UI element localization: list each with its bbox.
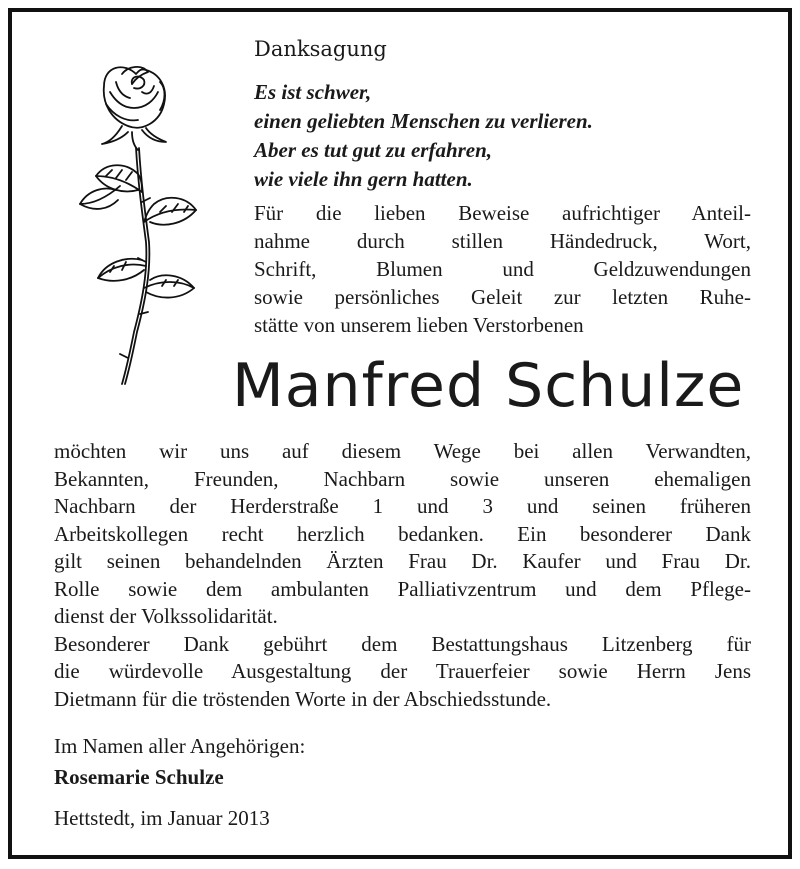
body-line: Besonderer Dank gebührt dem Bestattungshaus Litzenberg für xyxy=(54,631,751,656)
intro-line: nahme durch stillen Händedruck, Wort, xyxy=(254,229,751,253)
motto-line: Es ist schwer, xyxy=(254,80,372,104)
motto-line: einen geliebten Menschen zu verlieren. xyxy=(254,109,593,133)
body-line: Dietmann für die tröstenden Worte in der Abschiedsstunde. xyxy=(54,686,552,711)
body-line: gilt seinen behandelnden Ärzten Frau Dr. Kaufer und Frau Dr. xyxy=(54,549,751,573)
motto-line: wie viele ihn gern hatten. xyxy=(254,167,473,191)
deceased-name: Manfred Schulze xyxy=(232,351,745,421)
intro-line: stätte von unserem lieben Verstorbenen xyxy=(254,313,584,337)
body-line: die würdevolle Ausgestaltung der Trauerfeier sowie Herrn Jens xyxy=(54,659,751,683)
body-line: Bekannten, Freunden, Nachbarn sowie unseren ehemaligen xyxy=(54,466,751,491)
heading: Danksagung xyxy=(254,37,387,61)
body-line: Nachbarn der Herderstraße 1 und 3 und seinen früheren xyxy=(54,494,751,518)
intro-line: Schrift, Blumen und Geldzuwendungen xyxy=(254,257,751,281)
body-line: möchten wir uns auf diesem Wege bei allen Verwandten, xyxy=(54,439,751,463)
body-line: Rolle sowie dem ambulanten Palliativzentrum und dem Pflege- xyxy=(54,576,751,601)
intro-line: sowie persönliches Geleit zur letzten Ruhe- xyxy=(254,285,751,309)
place-date: Hettstedt, im Januar 2013 xyxy=(54,806,270,830)
body-line: dienst der Volkssolidarität. xyxy=(54,604,278,628)
body-line: Arbeitskollegen recht herzlich bedanken. Ein besonderer Dank xyxy=(54,521,751,546)
motto-line: Aber es tut gut zu erfahren, xyxy=(254,138,493,162)
motto xyxy=(254,78,593,194)
body-paragraph xyxy=(54,438,751,713)
rose-icon xyxy=(76,52,206,392)
intro-line: Für die lieben Beweise aufrichtiger Anteil- xyxy=(254,201,751,225)
signoff: Im Namen aller Angehörigen: xyxy=(54,734,306,758)
intro-paragraph xyxy=(254,199,751,339)
signer-name: Rosemarie Schulze xyxy=(54,765,224,789)
